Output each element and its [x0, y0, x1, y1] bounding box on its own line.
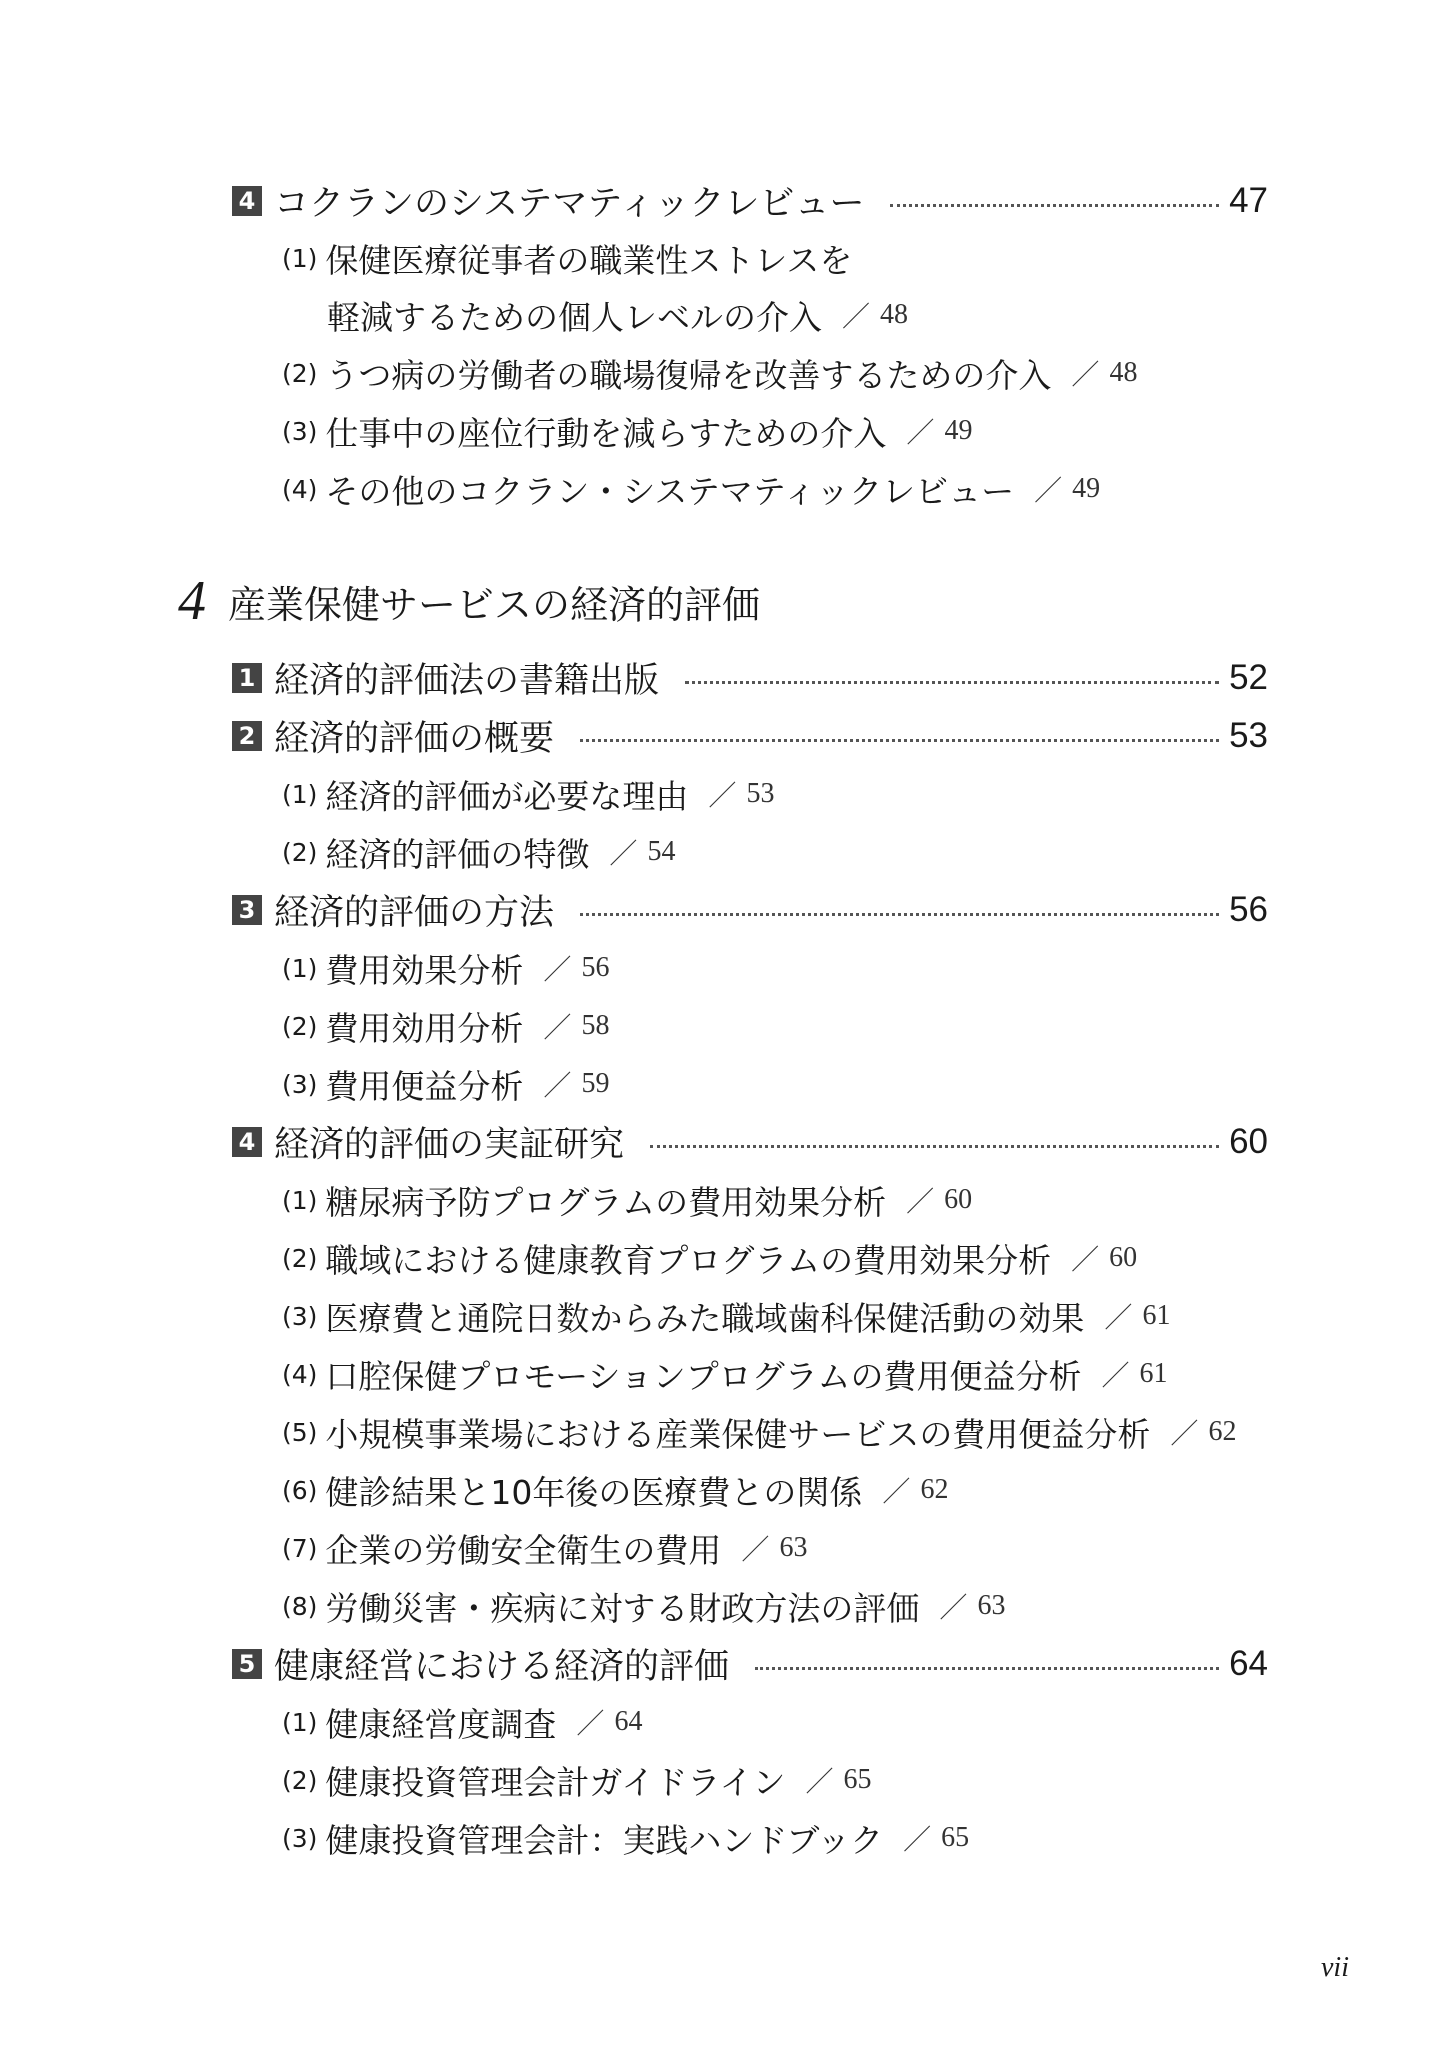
subitem-page-number: 61: [1142, 1300, 1171, 1331]
subitem-page-number: 48: [880, 299, 909, 330]
subitem-title: 小規模事業場における産業保健サービスの費用便益分析: [325, 1414, 1151, 1454]
subitem-page-number: 63: [977, 1590, 1006, 1621]
toc-subitem-row[interactable]: [282, 769, 774, 819]
section-number-badge: 2: [232, 721, 262, 751]
subitem-page-number: 48: [1109, 357, 1138, 388]
page-separator: ／: [842, 301, 871, 332]
subitem-number: (7): [282, 1533, 318, 1563]
subitem-page-number: 64: [614, 1706, 643, 1737]
subitem-page-number: 65: [843, 1764, 872, 1795]
dot-leader: [580, 913, 1219, 916]
subitem-title: 健康経営度調査: [325, 1704, 557, 1744]
page-separator: ／: [576, 1708, 605, 1739]
subitem-title: 糖尿病予防プログラムの費用効果分析: [325, 1182, 887, 1222]
toc-subitem-row[interactable]: [282, 1407, 1236, 1457]
subitem-title: 健康投資管理会計ガイドライン: [325, 1762, 786, 1802]
dot-leader: [580, 739, 1219, 742]
page-separator: ／: [741, 1534, 770, 1565]
section-title: 経済的評価の概要: [274, 719, 555, 759]
subitem-number: (1): [282, 243, 318, 273]
subitem-page-number: 62: [1208, 1416, 1237, 1447]
subitem-number: (1): [282, 1707, 318, 1737]
subitem-page-number: 61: [1139, 1358, 1168, 1389]
subitem-number: (1): [282, 1185, 318, 1215]
chapter-heading[interactable]: [178, 568, 760, 634]
toc-subitem-row[interactable]: [282, 1813, 969, 1863]
page-separator: ／: [543, 954, 572, 985]
section-title: 経済的評価の実証研究: [274, 1125, 625, 1165]
subitem-title: 経済的評価が必要な理由: [325, 776, 689, 816]
section-title: 健康経営における経済的評価: [274, 1647, 730, 1687]
page-separator: ／: [609, 838, 638, 869]
subitem-title: 口腔保健プロモーションプログラムの費用便益分析: [325, 1356, 1082, 1396]
subitem-number: (3): [282, 1301, 318, 1331]
subitem-title: 医療費と通院日数からみた職域歯科保健活動の効果: [325, 1298, 1085, 1338]
subitem-number: (3): [282, 1069, 318, 1099]
toc-subitem-row[interactable]: [282, 233, 852, 283]
toc-subitem-row[interactable]: [282, 1175, 972, 1225]
dot-leader: [650, 1145, 1219, 1148]
subitem-number: (8): [282, 1591, 318, 1621]
section-title: 経済的評価の方法: [274, 893, 555, 933]
toc-subitem-row[interactable]: [282, 1581, 1005, 1631]
toc-subitem-row[interactable]: [282, 827, 675, 877]
subitem-page-number: 56: [581, 952, 610, 983]
subitem-number: (2): [282, 837, 318, 867]
subitem-title: 経済的評価の特徴: [325, 834, 590, 874]
page-separator: ／: [1104, 1302, 1133, 1333]
toc-subitem-row[interactable]: [282, 1697, 642, 1747]
subitem-page-number: 62: [920, 1474, 949, 1505]
subitem-title: 企業の労働安全衛生の費用: [325, 1530, 722, 1570]
subitem-title: 費用便益分析: [325, 1066, 524, 1106]
section-title: コクランのシステマティックレビュー: [274, 184, 865, 224]
subitem-title: 健診結果と10年後の医療費との関係: [325, 1472, 863, 1512]
chapter-title: 産業保健サービスの経済的評価: [228, 582, 761, 627]
subitem-page-number: 49: [944, 415, 973, 446]
subitem-number: (4): [282, 474, 318, 504]
toc-subitem-row[interactable]: [282, 1059, 609, 1109]
subitem-page-number: 49: [1072, 473, 1101, 504]
subitem-page-number: 60: [1109, 1242, 1138, 1273]
section-number-badge: 4: [232, 186, 262, 216]
subitem-number: (5): [282, 1417, 318, 1447]
subitem-page-number: 59: [581, 1068, 610, 1099]
subitem-title: 労働災害・疾病に対する財政方法の評価: [325, 1588, 920, 1628]
subitem-number: (3): [282, 416, 318, 446]
subitem-number: (1): [282, 779, 318, 809]
page-separator: ／: [1034, 475, 1063, 506]
page-separator: ／: [1101, 1360, 1130, 1391]
dot-leader: [755, 1667, 1219, 1670]
subitem-title: 費用効用分析: [325, 1008, 524, 1048]
toc-section-row[interactable]: [232, 653, 1268, 703]
page-separator: ／: [1170, 1418, 1199, 1449]
section-page-number: 47: [1229, 181, 1268, 220]
toc-subitem-row[interactable]: [282, 1523, 807, 1573]
toc-subitem-row[interactable]: [282, 1349, 1167, 1399]
subitem-title: うつ病の労働者の職場復帰を改善するための介入: [325, 355, 1052, 395]
toc-section-row[interactable]: [232, 1639, 1268, 1689]
dot-leader: [890, 204, 1219, 207]
section-number-badge: 3: [232, 895, 262, 925]
subitem-title: 職域における健康教育プログラムの費用効果分析: [325, 1240, 1052, 1280]
chapter-number: 4: [178, 570, 206, 632]
toc-subitem-row[interactable]: [282, 464, 1100, 514]
toc-subitem-row[interactable]: [282, 406, 972, 456]
subitem-title: 費用効果分析: [325, 950, 524, 990]
page-separator: ／: [543, 1012, 572, 1043]
section-number-badge: 1: [232, 663, 262, 693]
subitem-title: その他のコクラン・システマティックレビュー: [325, 471, 1015, 511]
toc-subitem-row[interactable]: [282, 943, 609, 993]
section-title: 経済的評価法の書籍出版: [274, 661, 660, 701]
subitem-title: 健康投資管理会計：実践ハンドブック: [325, 1820, 884, 1860]
page-separator: ／: [1071, 359, 1100, 390]
toc-subitem-row[interactable]: [282, 1233, 1137, 1283]
toc-subitem-continuation: [327, 290, 908, 340]
page-separator: ／: [1071, 1244, 1100, 1275]
subitem-page-number: 60: [944, 1184, 973, 1215]
section-page-number: 56: [1229, 890, 1268, 929]
toc-subitem-row[interactable]: [282, 1755, 871, 1805]
section-number-badge: 5: [232, 1649, 262, 1679]
page-separator: ／: [906, 417, 935, 448]
page-separator: ／: [906, 1186, 935, 1217]
toc-section-row[interactable]: [232, 711, 1268, 761]
page-separator: ／: [805, 1766, 834, 1797]
subitem-page-number: 54: [647, 836, 676, 867]
page-separator: ／: [708, 780, 737, 811]
section-page-number: 60: [1229, 1122, 1268, 1161]
toc-section-row[interactable]: [232, 1117, 1268, 1167]
page-separator: ／: [543, 1070, 572, 1101]
subitem-title: 保健医療従事者の職業性ストレスを: [325, 240, 853, 280]
toc-subitem-row[interactable]: [282, 1465, 948, 1515]
subitem-page-number: 65: [941, 1822, 970, 1853]
toc-section-row[interactable]: [232, 885, 1268, 935]
subitem-number: (2): [282, 358, 318, 388]
subitem-page-number: 58: [581, 1010, 610, 1041]
section-page-number: 52: [1229, 658, 1268, 697]
subitem-number: (3): [282, 1823, 318, 1853]
subitem-page-number: 53: [746, 778, 775, 809]
page-folio: vii: [1321, 1952, 1349, 1983]
subitem-title: 仕事中の座位行動を減らすための介入: [325, 413, 887, 453]
toc-subitem-row[interactable]: [282, 1291, 1170, 1341]
subitem-number: (1): [282, 953, 318, 983]
subitem-number: (2): [282, 1011, 318, 1041]
subitem-number: (6): [282, 1475, 318, 1505]
subitem-number: (4): [282, 1359, 318, 1389]
section-page-number: 64: [1229, 1644, 1268, 1683]
section-number-badge: 4: [232, 1127, 262, 1157]
toc-subitem-row[interactable]: [282, 348, 1137, 398]
section-page-number: 53: [1229, 716, 1268, 755]
subitem-title-continued: 軽減するための個人レベルの介入: [327, 297, 822, 337]
page-separator: ／: [903, 1824, 932, 1855]
page-separator: ／: [939, 1592, 968, 1623]
subitem-number: (2): [282, 1765, 318, 1795]
toc-subitem-row[interactable]: [282, 1001, 609, 1051]
subitem-page-number: 63: [779, 1532, 808, 1563]
subitem-number: (2): [282, 1243, 318, 1273]
dot-leader: [685, 681, 1219, 684]
toc-section-row[interactable]: [232, 176, 1268, 226]
page-separator: ／: [882, 1476, 911, 1507]
